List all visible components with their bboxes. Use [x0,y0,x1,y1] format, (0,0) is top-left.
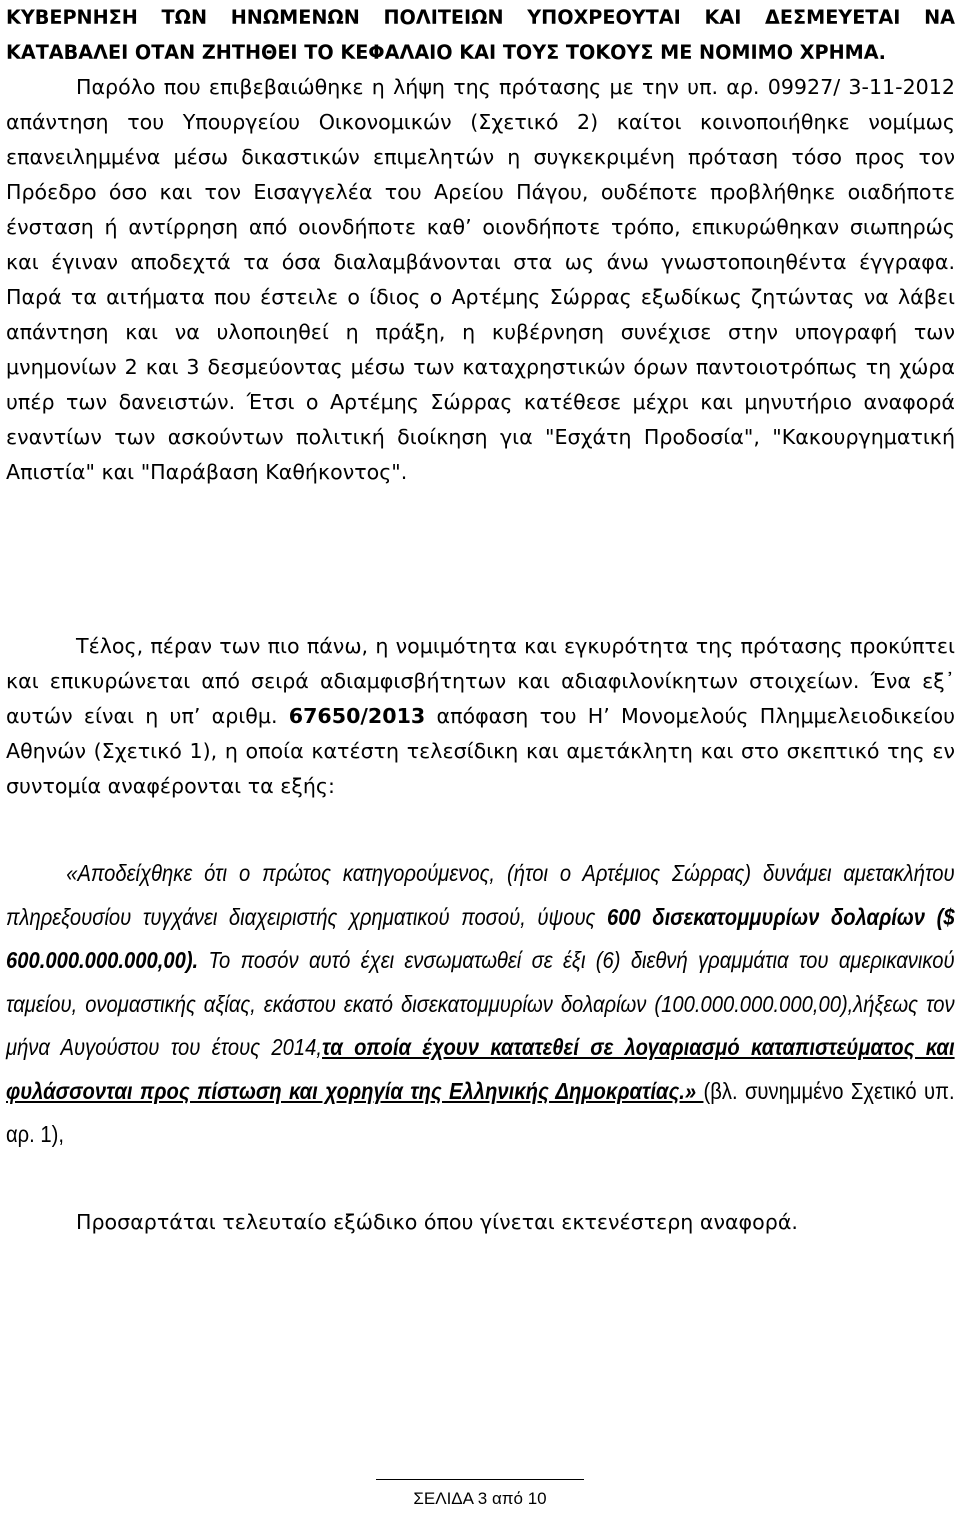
footer-divider [376,1479,584,1480]
paragraph-legality-intro: Τέλος, πέραν των πιο πάνω, η νομιμότητα και εγκυρότητα της πρότασης προκύπτει και επικυρώνεται από σειρά αδιαμφισβήτητων και αδιαφιλονίκητων στοιχείων. Ένα εξ᾽ αυτών είναι η υπ’ αριθμ. [6,634,955,728]
page-number: ΣΕΛΙΔΑ 3 από 10 [413,1489,547,1508]
quote-part-1: «Αποδείχθηκε ότι ο πρώτος κατηγορούμενος, (ήτοι ο Αρτέμιος Σώρρας) δυνάμει αμετακλήτου πληρεξουσίου τυγχάνει διαχειριστής χρηματικού ποσού, ύψους [6,860,955,930]
quote-reference: (βλ. συνημμένο Σχετικό υπ. αρ. 1), [6,1077,955,1147]
paragraph-proposal-receipt: Παρόλο που επιβεβαιώθηκε η λήψη της πρότασης με την υπ. αρ. 09927/ 3-11-2012 απάντηση του Υπουργείου Οικονομικών (Σχετικό 2) καίτοι κοινοποιήθηκε νομίμως επανειλημμένα μέσω δικαστικών επιμελητών η συγκεκριμένη πρόταση τόσο προς τον Πρόεδρο όσο και τον Εισαγγελέα του Αρείου Πάγου, ουδέποτε προβλήθηκε οιαδήποτε ένσταση ή αντίρρηση από οιονδήποτε καθ’ οιονδήποτε τρόπο, επικυρώθηκαν σιωπηρώς και έγιναν αποδεχτά τα όσα διαλαμβάνονται στα ως άνω γνωστοποιηθέντα έγγραφα. Παρά τα αιτήματα που έστειλε ο ίδιος ο Αρτέμης Σώρρας εξωδίκως ζητώντας να λάβει απάντηση και να υλοποιηθεί η πράξη, η κυβέρνηση συνέχισε στην υπογραφή των μνημονίων 2 και 3 δεσμεύοντας μέσω των καταχρηστικών όρων παντοιοτρόπως τη χώρα υπέρ των δανειστών. Έτσι ο Αρτέμης Σώρρας κατέθεσε μέχρι και μηνυτήριο αναφορά εναντίων των ασκούντων πολιτική διοίκηση για "Εσχάτη Προδοσία", "Κακουργηματική Απιστία" και "Παράβαση Καθήκοντος". [6,75,955,484]
court-decision-quote [6,852,955,1157]
quote-part-2: Το ποσόν αυτό έχει ενσωματωθεί σε έξι (6) διεθνή γραμμάτια του αμερικανικού ταμείου, ονομαστικής αξίας, εκάστου εκατό δισεκατομμυρίων δολαρίων (100.000.000.000,00),λήξεως τον μήνα Αυγούστου του έτους 2014, [6,947,955,1060]
decision-number: 67650/2013 [288,704,426,728]
paragraph-legality-rest: απόφαση του Η’ Μονομελούς Πλημμελειοδικείου Αθηνών (Σχετικό 1), η οποία κατέστη τελεσίδικη και αμετάκλητη και στο σκεπτικό της εν συντομία αναφέρονται τα εξής: [6,704,955,798]
quote-underlined-clause: τα οποία έχουν κατατεθεί σε λογαριασμό καταπιστεύματος και φυλάσσονται προς πίστωση και χορηγία της Ελληνικής Δημοκρατίας.» [6,1034,955,1104]
uppercase-statement: ΚΥΒΕΡΝΗΣΗ ΤΩΝ ΗΝΩΜΕΝΩΝ ΠΟΛΙΤΕΙΩΝ ΥΠΟΧΡΕΟΥΤΑΙ ΚΑΙ ΔΕΣΜΕΥΕΤΑΙ ΝΑ ΚΑΤΑΒΑΛΕΙ ΟΤΑΝ ΖΗΤΗΘΕΙ ΤΟ ΚΕΦΑΛΑΙΟ ΚΑΙ ΤΟΥΣ ΤΟΚΟΥΣ ΜΕ ΝΟΜΙΜΟ ΧΡΗΜΑ. [6,6,955,64]
paragraph-attachment-note: Προσαρτάται τελευταίο εξώδικο όπου γίνεται εκτενέστερη αναφορά. [76,1210,798,1234]
paragraph-legality [6,629,955,804]
quote-amount: 600 δισεκατομμυρίων δολαρίων ($ 600.000.000.000,00). [6,903,955,973]
